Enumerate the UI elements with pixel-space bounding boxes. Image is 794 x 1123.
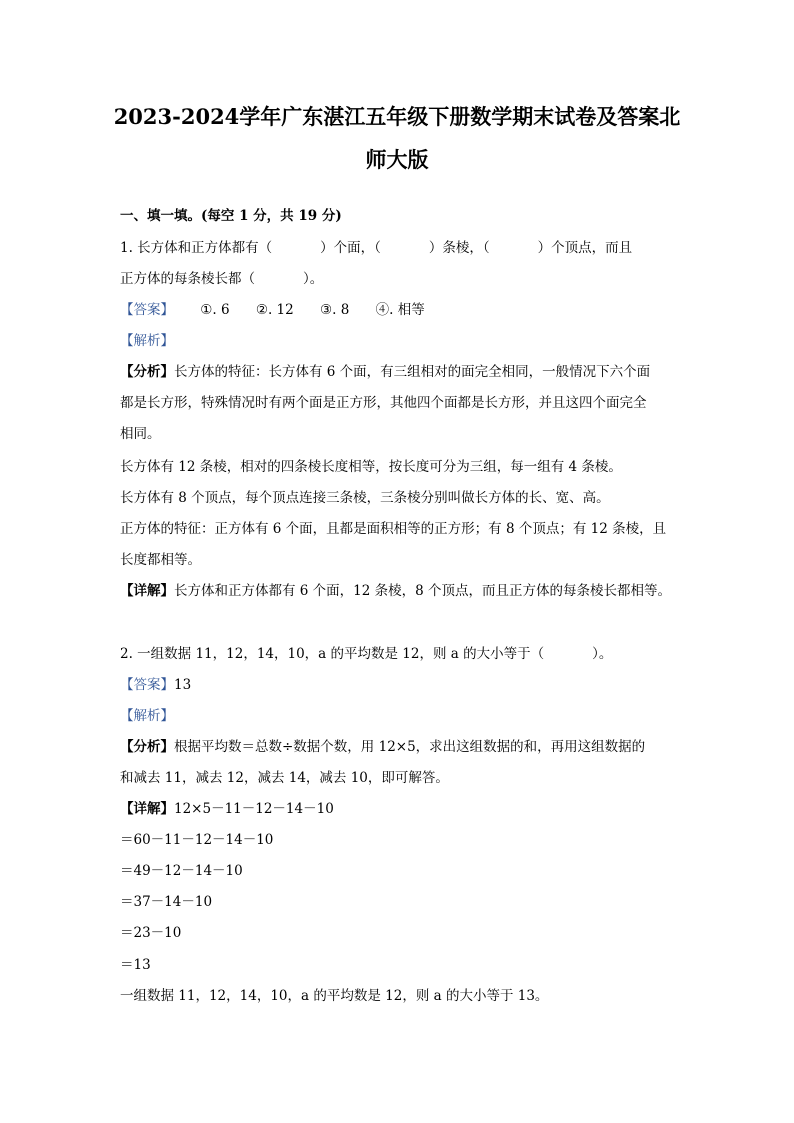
detail-label: 【详解】 (120, 801, 174, 817)
q1-fenxi-line: 正方体的特征：正方体有 6 个面，且都是面积相等的正方形；有 8 个顶点；有 12 条棱，且 (120, 521, 667, 537)
q1-fenxi-line: 都是长方形，特殊情况时有两个面是正方形，其他四个面都是长方形，并且这四个面完全 (120, 395, 647, 411)
calc-step: ＝23－10 (120, 925, 182, 941)
q1-text-part: ）条棱，（ (428, 240, 490, 256)
question-1-line-2 (120, 269, 680, 289)
q1-analysis-label: 【解析】 (120, 333, 174, 349)
calc-step: ＝37－14－10 (120, 894, 213, 910)
question-1-line-1 (120, 238, 680, 258)
q1-answer-row (120, 300, 680, 320)
answer-label: 【答案】 (120, 302, 174, 318)
q1-text-part: ）个面，（ (320, 240, 381, 256)
document-title-line-2: 师大版 (365, 147, 429, 172)
answer-label: 【答案】 (120, 677, 174, 693)
q1-answer-4: ④. 相等 (375, 302, 425, 318)
q1-fenxi-line: 相同。 (120, 426, 161, 442)
q1-fenxi-line: 长度都相等。 (120, 552, 201, 568)
q1-fenxi-line: 长方体有 12 条棱，相对的四条棱长度相等，按长度可分为三组，每一组有 4 条棱。 (120, 459, 622, 475)
question-2-line-1 (120, 644, 680, 664)
calc-step: ＝49－12－14－10 (120, 863, 243, 879)
q2-text-part: 2. 一组数据 11，12，14，10，a 的平均数是 12，则 a 的大小等于（ (120, 646, 545, 662)
calc-step: ＝60－11－12－14－10 (120, 832, 274, 848)
q1-fenxi-line: 长方体有 8 个顶点，每个顶点连接三条棱，三条棱分别叫做长方体的长、宽、高。 (120, 490, 610, 506)
q2-answer-row (120, 675, 680, 695)
q1-answer-1: ①. 6 (200, 302, 230, 318)
q1-fenxi-line: 【分析】长方体的特征：长方体有 6 个面，有三组相对的面完全相同，一般情况下六个面 (120, 364, 651, 380)
q1-text-part: ）个顶点，而且 (537, 240, 633, 256)
q1-answer-3: ③. 8 (320, 302, 350, 318)
q1-answer-2: ②. 12 (255, 302, 294, 318)
q1-text-part: 正方体的每条棱长都（ (120, 271, 255, 287)
detail-label: 【详解】 (120, 583, 174, 599)
q2-detail-line: 【详解】12×5－11－12－14－10 (120, 801, 334, 817)
document-title-line-1: 2023-2024学年广东湛江五年级下册数学期末试卷及答案北 (113, 104, 681, 129)
fenxi-label: 【分析】 (120, 364, 174, 380)
q2-conclusion: 一组数据 11，12，14，10，a 的平均数是 12，则 a 的大小等于 13。 (120, 988, 549, 1004)
q2-fenxi-line: 和减去 11，减去 12，减去 14，减去 10，即可解答。 (120, 770, 449, 786)
calc-step: ＝13 (120, 957, 151, 973)
q2-text-part: ）。 (592, 646, 613, 662)
q1-detail-line: 【详解】长方体和正方体都有 6 个面，12 条棱，8 个顶点，而且正方体的每条棱长都相等。 (120, 583, 672, 599)
section-heading: 一、填一填。(每空 1 分，共 19 分) (120, 208, 342, 224)
q1-text-part: ）。 (303, 271, 324, 287)
q2-fenxi-line: 【分析】根据平均数＝总数÷数据个数，用 12×5，求出这组数据的和，再用这组数据的 (120, 739, 646, 755)
q1-text-part: 1. 长方体和正方体都有（ (120, 240, 273, 256)
q2-answer: 13 (174, 677, 192, 693)
fenxi-label: 【分析】 (120, 739, 174, 755)
q2-analysis-label: 【解析】 (120, 708, 174, 724)
